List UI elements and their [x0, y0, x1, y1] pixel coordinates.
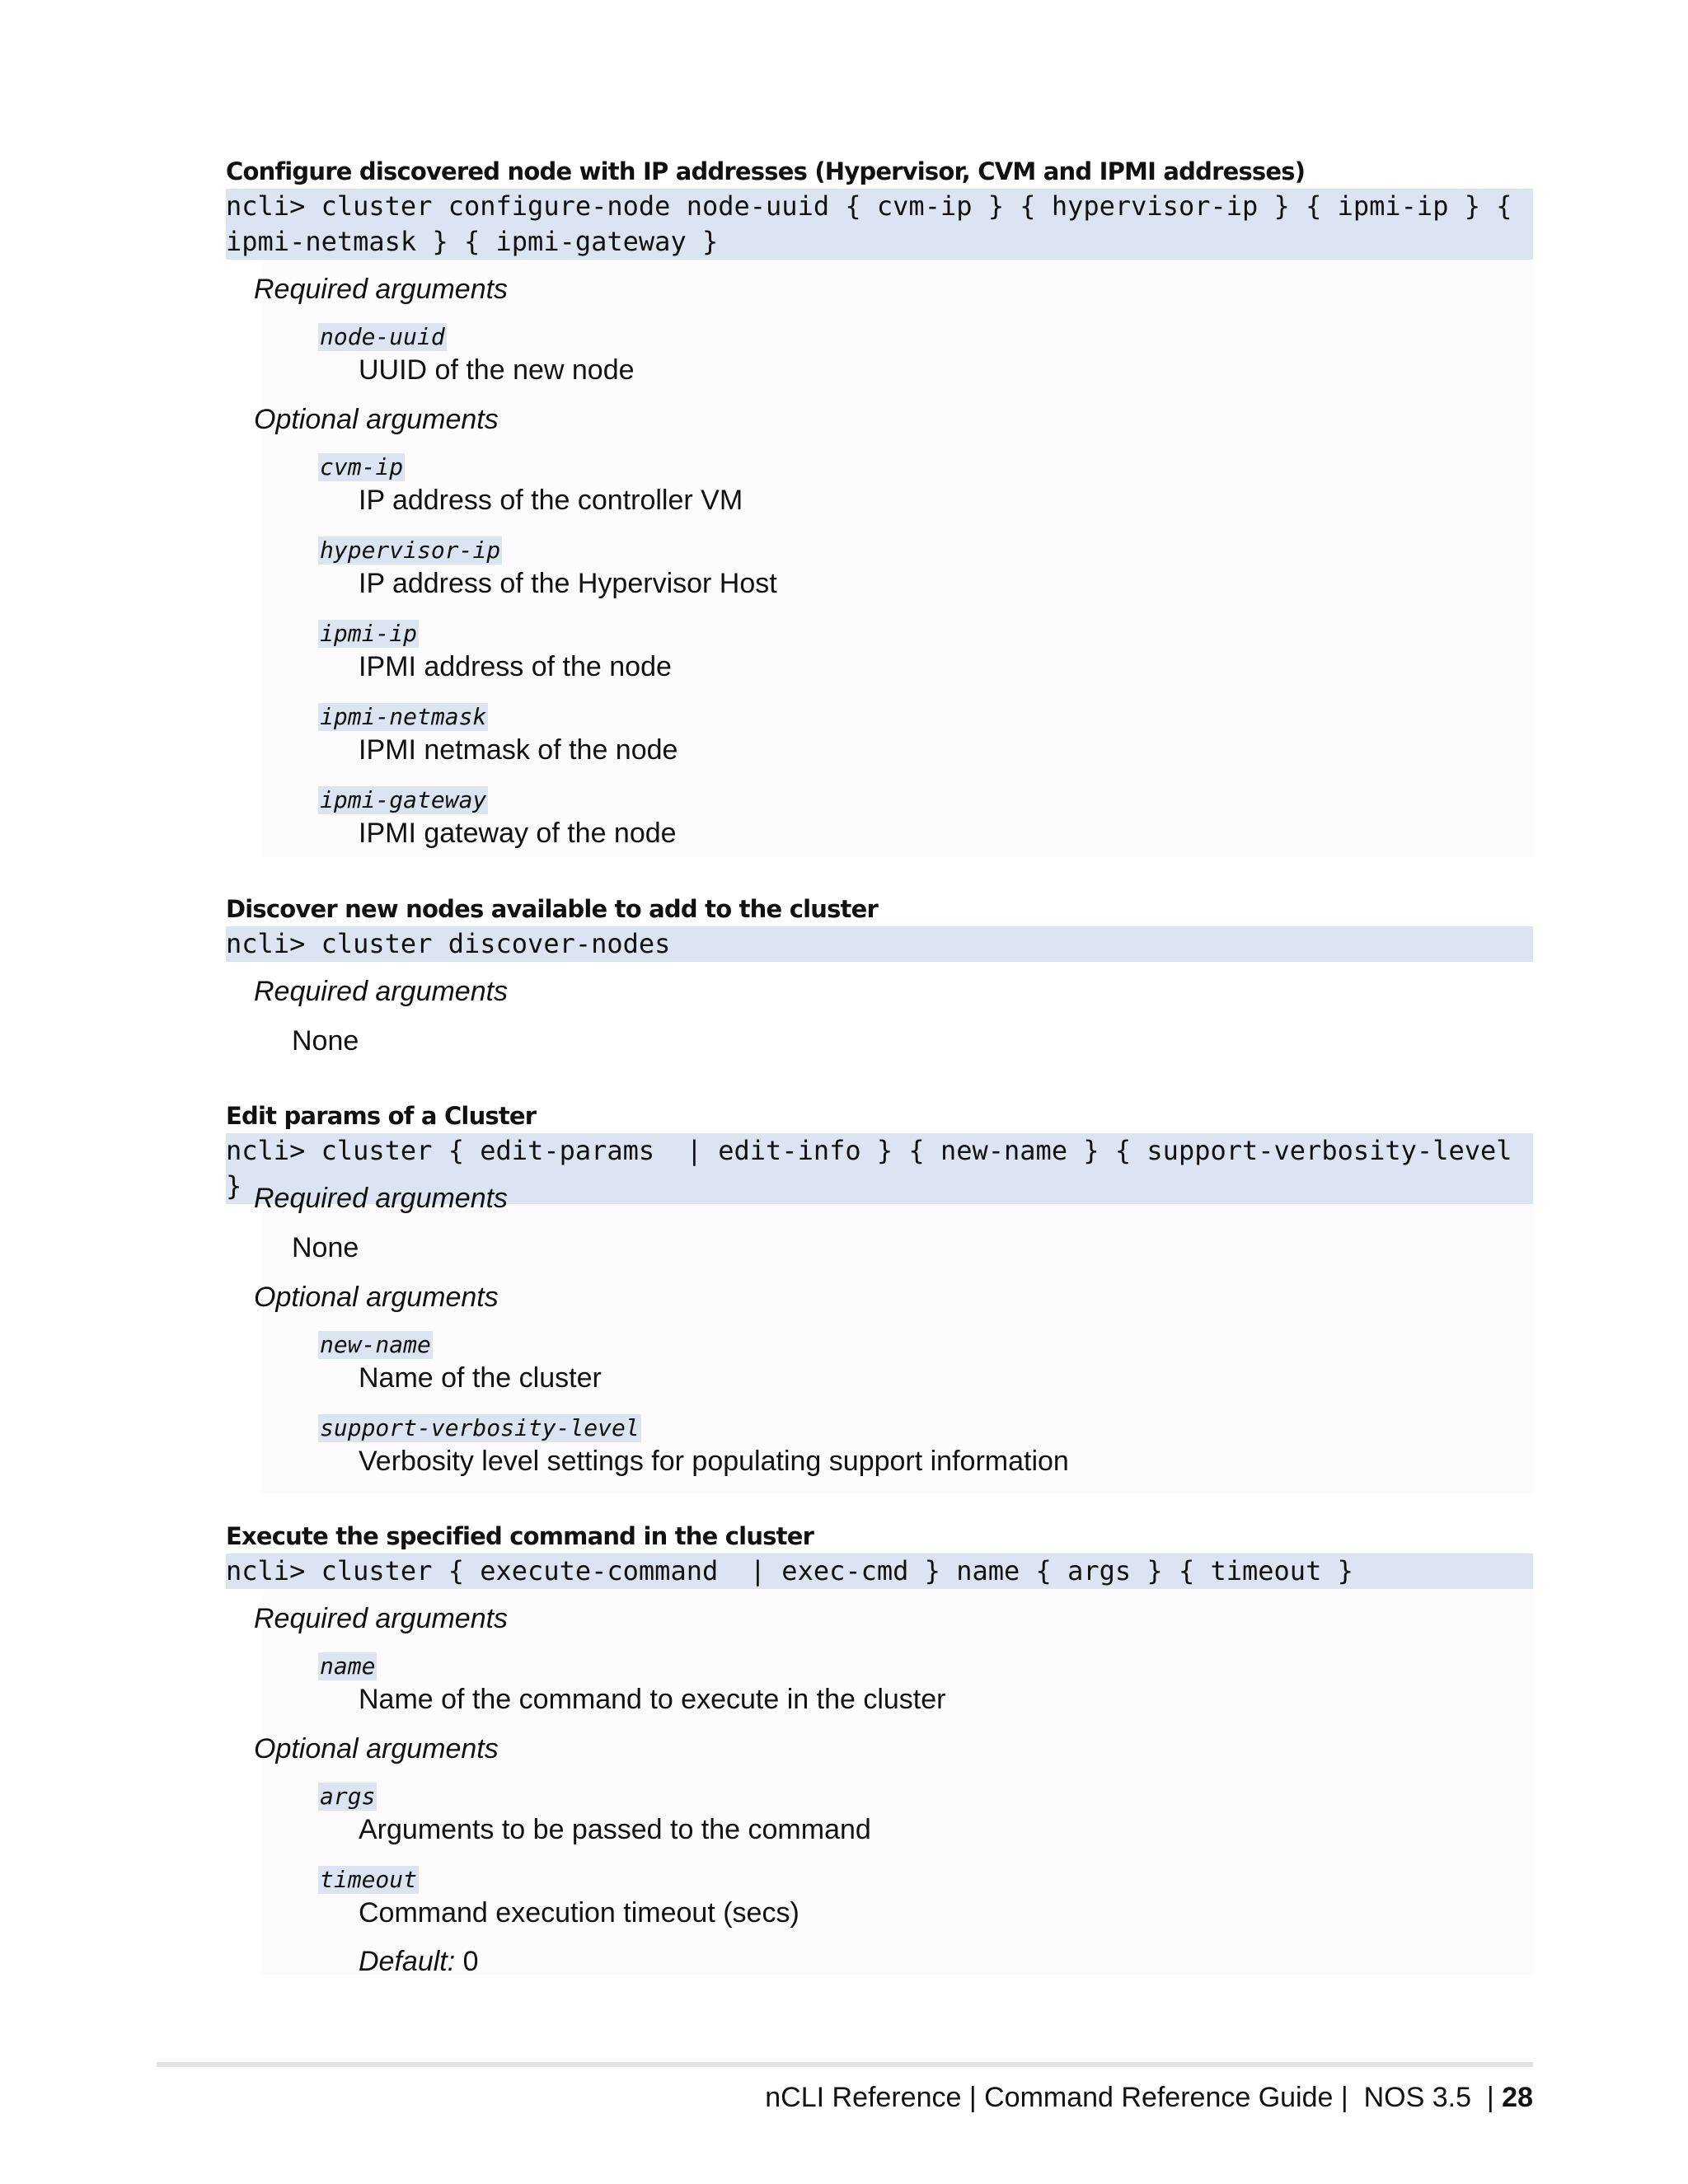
argument-name: support-verbosity-level [320, 1414, 640, 1441]
no-arguments-text: None [292, 1025, 359, 1057]
argument-description: Name of the cluster [359, 1362, 602, 1394]
argument-name: args [320, 1783, 376, 1810]
section-heading-edit: Edit params of a Cluster [226, 1102, 537, 1130]
argument-description: IP address of the controller VM [359, 485, 743, 516]
command-execute-command: ncli> cluster { execute-command | exec-cmd } name { args } { timeout } [226, 1554, 1533, 1589]
argument-description: IPMI gateway of the node [359, 818, 677, 849]
command-configure-node: ncli> cluster configure-node node-uuid { cvm-ip } { hypervisor-ip } { ipmi-ip } { ipmi-netmask } { ipmi-gateway } [226, 189, 1533, 260]
page-footer [765, 2081, 1533, 2114]
required-arguments-label: Required arguments [254, 274, 509, 305]
optional-arguments-label: Optional arguments [254, 404, 499, 435]
argument-name: name [320, 1652, 376, 1680]
default-value [359, 1945, 479, 1978]
argument-name: ipmi-ip [320, 620, 418, 647]
optional-arguments-label: Optional arguments [254, 1282, 499, 1313]
footer-text: nCLI Reference | Command Reference Guide | NOS 3.5 | [765, 2082, 1503, 2113]
argument-description: Command execution timeout (secs) [359, 1897, 799, 1929]
argument-description: Name of the command to execute in the cluster [359, 1684, 946, 1715]
command-discover-nodes: ncli> cluster discover-nodes [226, 926, 1533, 962]
argument-name: timeout [320, 1866, 418, 1893]
default-value-number: 0 [462, 1946, 479, 1977]
argument-name: new-name [320, 1331, 431, 1358]
footer-divider [157, 2062, 1533, 2067]
required-arguments-label: Required arguments [254, 976, 509, 1007]
argument-name: cvm-ip [320, 453, 404, 480]
argument-name: ipmi-netmask [320, 703, 487, 730]
required-arguments-label: Required arguments [254, 1603, 509, 1634]
argument-name: hypervisor-ip [320, 537, 501, 564]
argument-name: ipmi-gateway [320, 786, 487, 813]
no-arguments-text: None [292, 1232, 359, 1263]
argument-description: IPMI netmask of the node [359, 734, 678, 766]
argument-description: IPMI address of the node [359, 651, 672, 682]
required-arguments-label: Required arguments [254, 1183, 509, 1214]
argument-description: Arguments to be passed to the command [359, 1814, 871, 1845]
argument-description: IP address of the Hypervisor Host [359, 568, 777, 599]
section-heading-execute: Execute the specified command in the cluster [226, 1522, 814, 1550]
command-edit-params: ncli> cluster { edit-params | edit-info } { new-name } { support-verbosity-level } [226, 1133, 1533, 1204]
argument-description: UUID of the new node [359, 354, 635, 386]
argument-description: Verbosity level settings for populating support information [359, 1446, 1069, 1477]
section-heading-configure: Configure discovered node with IP addresses (Hypervisor, CVM and IPMI addresses) [226, 157, 1306, 185]
default-label: Default: [359, 1946, 456, 1977]
optional-arguments-label: Optional arguments [254, 1733, 499, 1765]
argument-name: node-uuid [320, 323, 445, 350]
page-number: 28 [1502, 2082, 1533, 2113]
section-heading-discover: Discover new nodes available to add to the cluster [226, 895, 878, 923]
